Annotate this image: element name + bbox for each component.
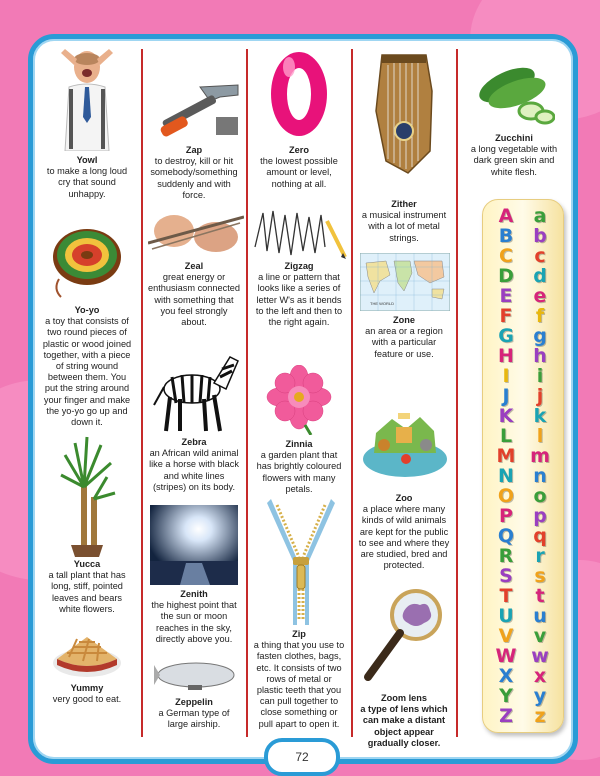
entry-zucchini — [463, 133, 565, 178]
column-separator — [456, 49, 458, 737]
alphabet-row — [489, 346, 557, 366]
uppercase-letter: M — [496, 445, 516, 467]
alphabet-row — [489, 366, 557, 386]
zigzag-picture — [253, 207, 349, 259]
entry-word: Zap — [185, 145, 203, 155]
entry-definition: a tall plant that has long, stiff, pointed leaves and bears white flowers. — [48, 570, 126, 614]
entry-word: Zone — [393, 315, 415, 325]
uppercase-letter: J — [502, 385, 510, 407]
entry-definition: an area or a region with a particular feature or use. — [365, 326, 443, 359]
page-number: 72 — [264, 738, 340, 776]
lowercase-letter: t — [535, 585, 545, 607]
entry-zoo — [358, 493, 450, 571]
entry-zebra — [148, 437, 240, 493]
entry-definition: a long vegetable with dark green skin and white flesh. — [470, 144, 558, 177]
alphabet-row — [489, 426, 557, 446]
lowercase-letter: k — [533, 405, 547, 427]
uppercase-letter: O — [497, 485, 515, 507]
lowercase-letter: d — [533, 265, 547, 287]
entry-zigzag — [253, 261, 345, 328]
uppercase-letter: R — [498, 545, 514, 567]
entry-definition: an African wild animal like a horse with black and white lines (stripes) on its body. — [149, 448, 239, 492]
entry-word: Zeal — [184, 261, 204, 271]
entry-yummy — [41, 683, 133, 705]
alphabet-row — [489, 686, 557, 706]
uppercase-letter: Q — [497, 525, 515, 547]
uppercase-letter: X — [498, 665, 514, 687]
entry-zone — [358, 315, 450, 360]
zither-picture — [368, 51, 440, 177]
lowercase-letter: q — [533, 525, 547, 547]
entry-word: Yowl — [76, 155, 98, 165]
pie-picture — [51, 629, 123, 679]
entry-definition: to destroy, kill or hit somebody/something suddenly and with force. — [150, 156, 238, 200]
lowercase-letter: w — [531, 645, 549, 667]
column-2 — [144, 47, 244, 741]
entry-definition: great energy or enthusiasm connected with something that you feel strongly about. — [148, 272, 240, 328]
alphabet-row — [489, 586, 557, 606]
entry-zip — [253, 629, 345, 730]
alphabet-row — [489, 206, 557, 226]
uppercase-letter: K — [498, 405, 514, 427]
entry-definition: a musical instrument with a lot of metal strings. — [361, 210, 447, 243]
uppercase-letter: U — [498, 605, 514, 627]
zinnia-picture — [265, 365, 333, 435]
entry-yoyo — [41, 305, 133, 428]
zenith-picture — [150, 505, 238, 585]
alphabet-row — [489, 226, 557, 246]
zip-picture — [267, 499, 335, 625]
uppercase-letter: L — [499, 425, 513, 447]
alphabet-row — [489, 286, 557, 306]
entry-zither — [358, 199, 450, 244]
entry-word: Yucca — [73, 559, 101, 569]
lowercase-letter: i — [536, 365, 544, 387]
alphabet-row — [489, 266, 557, 286]
letter-o-picture — [269, 49, 329, 139]
column-separator — [351, 49, 353, 737]
lowercase-letter: c — [534, 245, 546, 267]
lowercase-letter: h — [533, 345, 547, 367]
entry-word: Zither — [391, 199, 417, 209]
lowercase-letter: a — [533, 205, 547, 227]
lowercase-letter: y — [533, 685, 547, 707]
entry-definition: a line or pattern that looks like a series of letter W's as it bends to the left and then to the right again. — [255, 272, 343, 328]
entry-word: Zero — [289, 145, 309, 155]
entry-zap — [148, 145, 240, 201]
column-1 — [37, 47, 137, 741]
uppercase-letter: A — [498, 205, 514, 227]
yoyo-picture — [49, 219, 125, 299]
zebra-picture — [148, 347, 240, 433]
lowercase-letter: m — [530, 445, 550, 467]
hammer-picture — [150, 81, 242, 143]
entry-zero — [253, 145, 345, 190]
entry-word: Zucchini — [495, 133, 533, 143]
entry-word: Zigzag — [284, 261, 314, 271]
hands-rope-picture — [148, 207, 244, 259]
yucca-picture — [57, 435, 117, 557]
lowercase-letter: v — [533, 625, 547, 647]
yelling-man-picture — [55, 47, 119, 151]
entry-definition: a garden plant that has brightly coloured flowers with many petals. — [256, 450, 342, 494]
entry-word: Yummy — [70, 683, 104, 693]
alphabet-row — [489, 306, 557, 326]
zoo-picture — [362, 409, 448, 479]
zeppelin-picture — [154, 657, 236, 697]
entry-yucca — [41, 559, 133, 615]
entry-definition: to make a long loud cry that sound unhappy. — [46, 166, 128, 199]
entry-zeal — [148, 261, 240, 328]
lowercase-letter: f — [535, 305, 545, 327]
map-caption: THE WORLD — [370, 301, 394, 306]
alphabet-row — [489, 406, 557, 426]
entry-definition: a German type of large airship. — [158, 708, 230, 730]
column-4 — [354, 47, 454, 748]
lowercase-letter: x — [533, 665, 547, 687]
uppercase-letter: T — [499, 585, 513, 607]
lowercase-letter: s — [534, 565, 546, 587]
uppercase-letter: D — [498, 265, 514, 287]
lowercase-letter: n — [533, 465, 547, 487]
uppercase-letter: Z — [499, 705, 513, 727]
lowercase-letter: l — [536, 425, 544, 447]
alphabet-row — [489, 566, 557, 586]
alphabet-row — [489, 526, 557, 546]
entry-zeppelin — [148, 697, 240, 731]
alphabet-strip — [482, 199, 564, 733]
world-map-picture — [360, 253, 450, 311]
entry-word: Zeppelin — [175, 697, 213, 707]
entry-word: Zoo — [395, 493, 413, 503]
alphabet-row — [489, 246, 557, 266]
entry-definition: the highest point that the sun or moon reaches in the sky, directly above you. — [151, 600, 237, 644]
lowercase-letter: j — [536, 385, 544, 407]
entry-zinnia — [253, 439, 345, 495]
zucchini-picture — [473, 57, 555, 131]
alphabet-row — [489, 646, 557, 666]
lowercase-letter: g — [533, 325, 547, 347]
uppercase-letter: F — [499, 305, 513, 327]
entry-word: Zenith — [180, 589, 208, 599]
entry-word: Zinnia — [285, 439, 313, 449]
magnifying-glass-picture — [362, 587, 446, 683]
lowercase-letter: p — [533, 505, 547, 527]
alphabet-row — [489, 466, 557, 486]
uppercase-letter: I — [502, 365, 510, 387]
lowercase-letter: u — [533, 605, 547, 627]
uppercase-letter: V — [498, 625, 514, 647]
entry-word: Zebra — [181, 437, 207, 447]
uppercase-letter: H — [498, 345, 514, 367]
column-separator — [246, 49, 248, 737]
uppercase-letter: N — [498, 465, 514, 487]
alphabet-row — [489, 506, 557, 526]
entry-word: Zoom lens — [381, 693, 427, 703]
column-3 — [249, 47, 349, 741]
entry-zenith — [148, 589, 240, 645]
alphabet-row — [489, 486, 557, 506]
lowercase-letter: z — [534, 705, 546, 727]
entry-definition: a place where many kinds of wild animals are kept for the public to see and where they are studied, bred and protected. — [358, 504, 450, 571]
uppercase-letter: W — [495, 645, 517, 667]
uppercase-letter: G — [498, 325, 514, 347]
alphabet-row — [489, 546, 557, 566]
lowercase-letter: b — [533, 225, 547, 247]
entry-definition: very good to eat. — [52, 694, 122, 705]
entry-definition: a thing that you use to fasten clothes, bags, etc. It consists of two rows of metal or plastic teeth that you can pull together to close something or pull apart to open it. — [253, 640, 345, 729]
lowercase-letter: o — [533, 485, 547, 507]
entry-definition: the lowest possible amount or level, nothing at all. — [260, 156, 338, 189]
alphabet-row — [489, 386, 557, 406]
column-separator — [141, 49, 143, 737]
uppercase-letter: P — [499, 505, 513, 527]
uppercase-letter: S — [499, 565, 513, 587]
entry-word: Yo-yo — [74, 305, 100, 315]
entry-word: Zip — [292, 629, 306, 639]
alphabet-row — [489, 446, 557, 466]
alphabet-row — [489, 606, 557, 626]
uppercase-letter: C — [499, 245, 513, 267]
lowercase-letter: r — [535, 545, 545, 567]
entry-definition: a type of lens which can make a distant object appear gradually closer. — [360, 704, 448, 748]
page-frame — [28, 34, 578, 764]
alphabet-row — [489, 666, 557, 686]
entry-yowl — [41, 155, 133, 200]
uppercase-letter: E — [499, 285, 513, 307]
uppercase-letter: B — [498, 225, 514, 247]
entry-definition: a toy that consists of two round pieces of plastic or wood joined together, with a piece of string wound between them. You put the string around your finger and make the yo-yo go up and down it. — [42, 316, 132, 428]
alphabet-row — [489, 706, 557, 726]
alphabet-row — [489, 326, 557, 346]
alphabet-row — [489, 626, 557, 646]
uppercase-letter: Y — [499, 685, 513, 707]
lowercase-letter: e — [533, 285, 547, 307]
entry-zoomlens — [358, 693, 450, 749]
